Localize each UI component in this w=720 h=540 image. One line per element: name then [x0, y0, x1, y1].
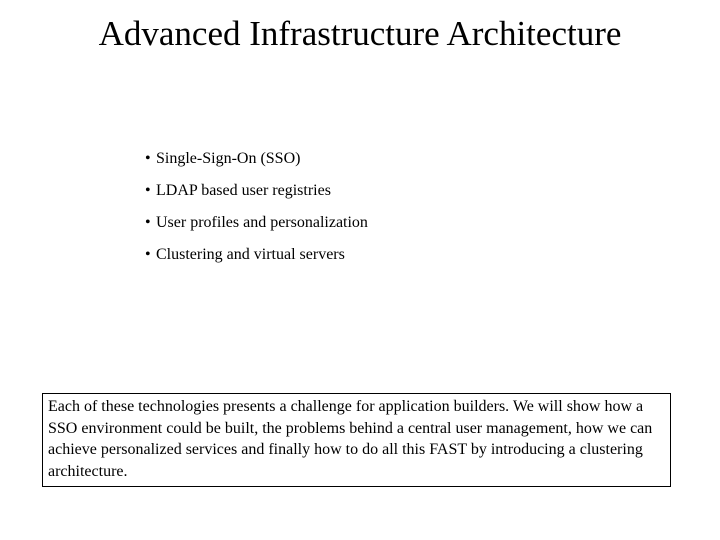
- bullet-text: User profiles and personalization: [156, 214, 368, 231]
- bullet-text: Single-Sign-On (SSO): [156, 150, 301, 167]
- bullet-item-clustering: [145, 244, 368, 265]
- bullet-list: [145, 148, 368, 276]
- bullet-dot-icon: •: [145, 214, 151, 231]
- bullet-dot-icon: •: [145, 182, 151, 199]
- summary-text-box: Each of these technologies presents a challenge for application builders. We will show how a SSO environment could be built, the problems behind a central user management, how we can achieve personalized services and finally how to do all this FAST by introducing a clustering architecture.: [42, 393, 671, 487]
- bullet-dot-icon: •: [145, 150, 151, 167]
- bullet-text: LDAP based user registries: [156, 182, 331, 199]
- bullet-dot-icon: •: [145, 246, 151, 263]
- bullet-item-profiles: [145, 212, 368, 233]
- slide-title: Advanced Infrastructure Architecture: [98, 14, 622, 53]
- bullet-text: Clustering and virtual servers: [156, 246, 345, 263]
- bullet-item-sso: [145, 148, 368, 169]
- bullet-item-ldap: [145, 180, 368, 201]
